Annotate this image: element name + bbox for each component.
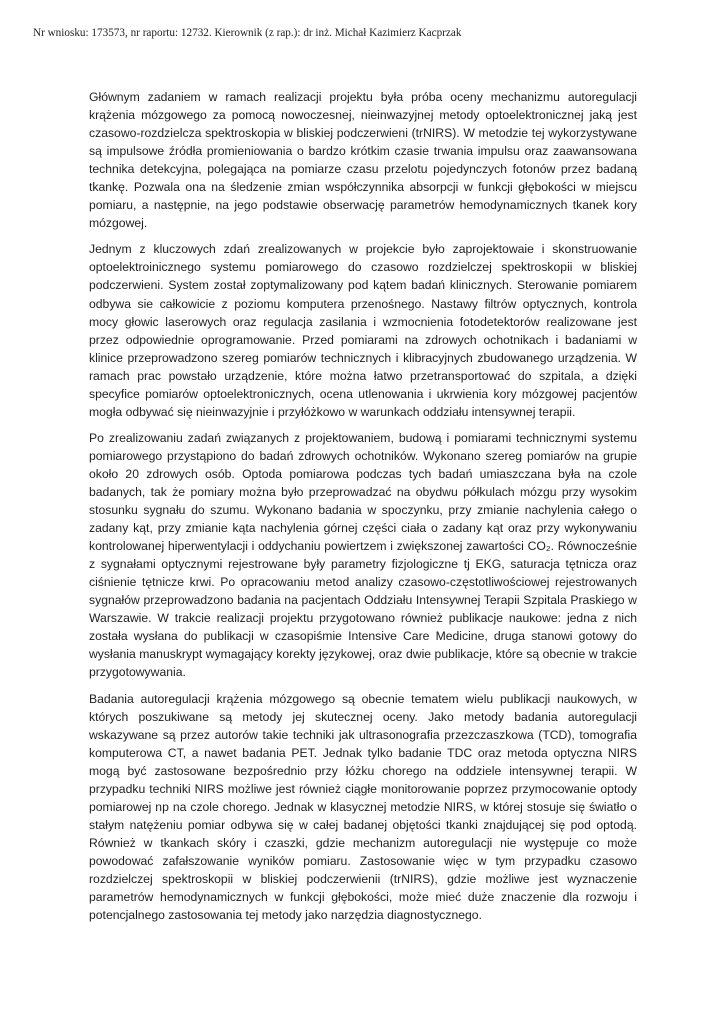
- paragraph-research-goal: Głównym zadaniem w ramach realizacji projektu była próba oceny mechanizmu autoregulacji krążenia mózgowego za pomocą nowoczesnej, nieinwazyjnej metody optoelektronicznej jaką jest czasowo-rozdzielcza spektroskopia w bliskiej podczerwieni (trNIRS). W metodzie tej wykorzystywane są impulsowe źródła promieniowania o bardzo krótkim czasie trwania impulsu oraz zaawansowana technika detekcyjna, polegająca na pomiarze czasu przelotu pojedynczych fotonów przez badaną tkankę. Pozwala ona na śledzenie zmian współczynnika absorpcji w funkcji głębokości w miejscu pomiaru, a następnie, na jego podstawie obserwację parametrów hemodynamicznych tkanek kory mózgowej.: [89, 90, 637, 231]
- page-header: Nr wniosku: 173573, nr raportu: 12732. Kierownik (z rap.): dr inż. Michał Kazimierz Kacprzak: [33, 27, 462, 39]
- paragraph-system-construction: Jednym z kluczowych zdań zrealizowanych w projekcie było zaprojektowaie i skonstruowanie optoelektroinicznego systemu pomiarowego do czasowo rozdzielczej spektroskopii w bliskiej podczerwieni. System został zoptymalizowany pod kątem badań klinicznych. Sterowanie pomiarem odbywa sie całkowicie z poziomu komputera przenośnego. Nastawy filtrów optycznych, kontrola mocy głowic laserowych oraz regulacja zasilania i wzmocnienia fotodetektorów realizowane jest przez odpowiednie oprogramowanie. Przed pomiarami na zdrowych ochotnikach i badaniami w klinice przeprowadzono szereg pomiarów technicznych i klibracyjnych zbudowanego urządzenia. W ramach prac powstało urządzenie, które można łatwo przetransportować do szpitala, a dzięki specyfice pomiarów optoelektronicznych, ocena utlenowania i ukrwienia kory mózgowej pacjentów mogła odbywać się nieinwazyjnie i przyłóżkowo w warunkach oddziału intensywnej terapii.: [89, 242, 637, 419]
- paragraph-autoregulation-methods: Badania autoregulacji krążenia mózgowego są obecnie tematem wielu publikacji naukowych, w których poszukiwane są metody jej skutecznej oceny. Jako metody badania autoregulacji wskazywane są przez autorów takie techniki jak ultrasonografia przezczaszkowa (TCD), tomografia komputerowa CT, a nawet badania PET. Jednak tylko badanie TDC oraz metoda optyczna NIRS mogą być zastosowane bezpośrednio przy łóżku chorego na oddziele intensywnej terapii. W przypadku techniki NIRS możliwe jest również ciągłe monitorowanie poprzez przymocowanie optody pomiarowej np na czole chorego. Jednak w klasycznej metodzie NIRS, w której stosuje się światło o stałym natężeniu pomiar odbywa się w całej badanej objętości tkanki znajdującej się pod optodą. Również w tkankach skóry i czaszki, gdzie mechanizm autoregulacji nie występuje co może powodować zafałszowanie wyników pomiaru. Zastosowanie więc w tym przypadku czasowo rozdzielczej spektroskopii w bliskiej podczerwienii (trNIRS), gdzie możliwe jest wyznaczenie parametrów hemodynamicznych w funkcji głębokości, może mieć duże znaczenie dla rozwoju i potencjalnego zastosowania tej metody jako narzędzia diagnostycznego.: [89, 691, 637, 923]
- report-body: [89, 88, 637, 932]
- paragraph-volunteer-studies: Po zrealizowaniu zadań związanych z projektowaniem, budową i pomiarami technicznymi systemu pomiarowego przystąpiono do badań zdrowych ochotników. Wykonano szereg pomiarów na grupie około 20 zdrowych osób. Optoda pomiarowa podczas tych badań umiaszczana była na czole badanych, tak że pomiary można było przeprowadzać na obydwu półkulach mózgu przy wysokim stosunku sygnału do szumu. Wykonano badania w spoczynku, przy zmianie nachylenia całego o zadany kąt, przy zmianie kąta nachylenia górnej części ciała o zadany kąt oraz przy wykonywaniu kontrolowanej hiperwentylacji i oddychaniu powiertzem i zwiększonej zawartości CO₂. Równocześnie z sygnałami optycznymi rejestrowane były parametry fizjologiczne tj EKG, saturacja tętnicza oraz ciśnienie tętnicze krwi. Po opracowaniu metod analizy czasowo-częstotliwościowej rejestrowanych sygnałów przeprowadzono badania na pacjentach Oddziału Intensywnej Terapii Szpitala Praskiego w Warszawie. W trakcie realizacji projektu przygotowano również publikacje naukowe: jedna z nich została wysłana do publikacji w czasopiśmie Intensive Care Medicine, druga stanowi gotowy do wysłania manuskrypt wymagający korekty językowej, oraz dwie publikacje, które są obecnie w trakcie przygotowywania.: [89, 430, 637, 680]
